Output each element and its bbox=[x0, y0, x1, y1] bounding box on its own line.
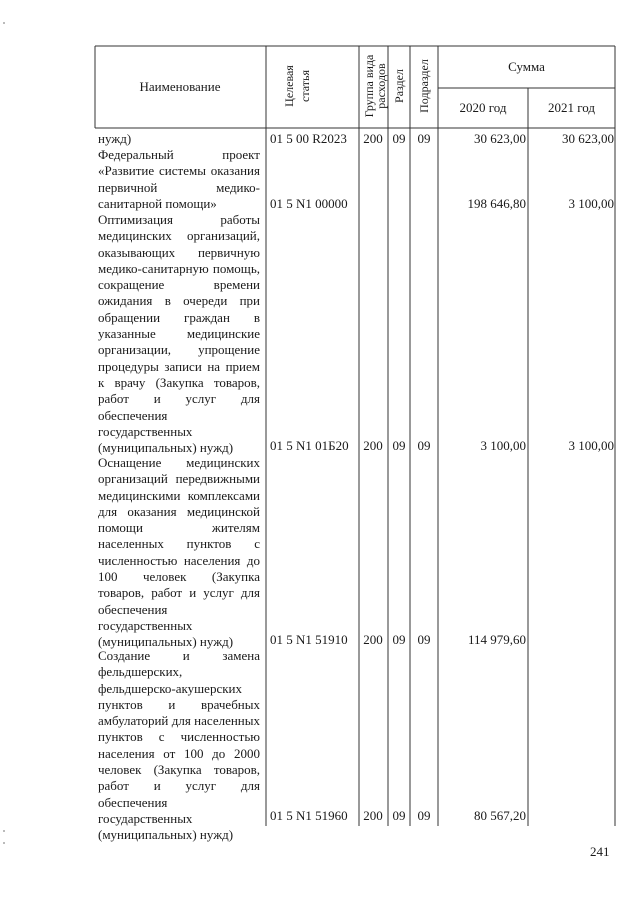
row-amount-2021: 30 623,00 bbox=[562, 131, 614, 146]
row-name: Оснащение медицинских организаций передвижными медицинскими комплексами для оказания медицинской помощи жителям населенных пунктов с численностью населения до 100 человек (Закупка товаров, работ и услуг для обеспечения государственных (муниципальных) нужд) bbox=[98, 455, 260, 650]
row-subsection: 09 bbox=[417, 632, 431, 647]
row-section: 09 bbox=[392, 808, 406, 823]
row-code: 01 5 N1 51910 bbox=[270, 632, 348, 647]
row-amount-2020: 198 646,80 bbox=[467, 196, 526, 211]
scan-mark bbox=[3, 22, 5, 24]
row-group: 200 bbox=[363, 632, 383, 647]
row-code: 01 5 N1 00000 bbox=[270, 196, 348, 211]
row-name: Создание и замена фельдшерских, фельдшерско-акушерских пунктов и врачебных амбулаторий для населенных пунктов с численностью населения от 100 до 2000 человек (Закупка товаров, работ и услуг для обеспечения государственных (муниципальных) нужд) bbox=[98, 648, 260, 843]
row-amount-2021: 3 100,00 bbox=[568, 196, 614, 211]
row-group: 200 bbox=[363, 131, 383, 146]
row-group: 200 bbox=[363, 438, 383, 453]
header-group-line1: Группа вида bbox=[362, 54, 376, 118]
header-section: Раздел bbox=[392, 69, 406, 103]
row-subsection: 09 bbox=[417, 808, 431, 823]
scan-mark bbox=[3, 830, 5, 832]
row-amount-2021: 3 100,00 bbox=[568, 438, 614, 453]
row-name: Оптимизация работы медицинских организаций, оказывающих первичную медико-санитарную помощь, сокращение времени ожидания в очереди при обращении граждан в указанные медицинские организации, упрощение процедуры записи на прием к врачу (Закупка товаров, работ и услуг для обеспечения государственных (муниципальных) нужд) bbox=[98, 212, 260, 456]
row-code: 01 5 00 R2023 bbox=[270, 131, 347, 146]
header-subsection: Подраздел bbox=[417, 59, 431, 113]
row-code: 01 5 N1 51960 bbox=[270, 808, 348, 823]
row-section: 09 bbox=[392, 131, 406, 146]
header-sum: Сумма bbox=[508, 59, 545, 74]
header-group-line2: расходов bbox=[374, 63, 388, 109]
scan-mark bbox=[3, 842, 5, 844]
row-code: 01 5 N1 01Б20 bbox=[270, 438, 349, 453]
header-target-line2: статья bbox=[298, 70, 312, 102]
page-number: 241 bbox=[590, 844, 610, 859]
row-subsection: 09 bbox=[417, 438, 431, 453]
row-amount-2020: 30 623,00 bbox=[474, 131, 526, 146]
row-name: нужд) bbox=[98, 131, 132, 146]
row-amount-2020: 114 979,60 bbox=[467, 632, 526, 647]
row-group: 200 bbox=[363, 808, 383, 823]
row-amount-2020: 80 567,20 bbox=[474, 808, 526, 823]
header-name: Наименование bbox=[139, 79, 221, 94]
row-name: Федеральный проект «Развитие системы оказания первичной медико-санитарной помощи» bbox=[98, 147, 260, 211]
header-target-line1: Целевая bbox=[282, 65, 296, 107]
header-year-2020: 2020 год bbox=[459, 100, 507, 115]
row-section: 09 bbox=[392, 438, 406, 453]
row-subsection: 09 bbox=[417, 131, 431, 146]
row-section: 09 bbox=[392, 632, 406, 647]
row-amount-2020: 3 100,00 bbox=[480, 438, 526, 453]
header-year-2021: 2021 год bbox=[548, 100, 595, 115]
